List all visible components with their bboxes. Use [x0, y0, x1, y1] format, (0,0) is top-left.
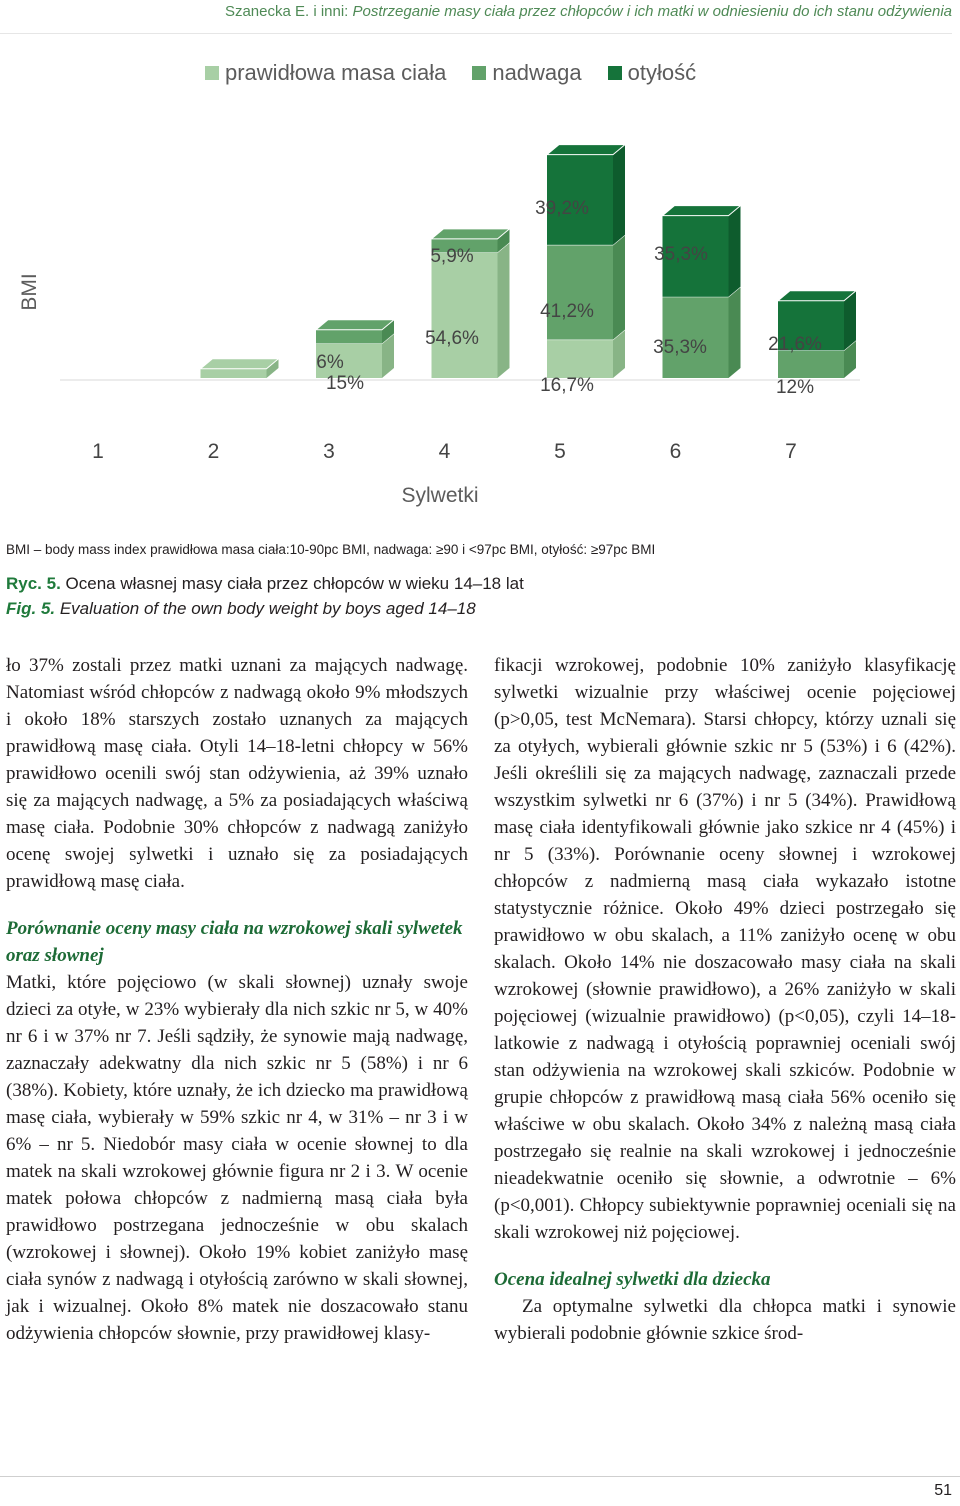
- x-tick-4: 4: [438, 440, 451, 463]
- bar-3-1: [316, 330, 382, 344]
- data-label-3-1: 6%: [316, 352, 344, 373]
- bar-chart: [0, 34, 960, 464]
- bar-top-3-1: [316, 320, 394, 330]
- legend-label-normal: prawidłowa masa ciała: [225, 60, 447, 85]
- bar-top-4-1: [432, 229, 510, 239]
- running-head-authors: Szanecka E. i inni:: [224, 3, 353, 20]
- running-head: [0, 0, 952, 34]
- data-label-4-0: 54,6%: [425, 328, 479, 349]
- x-tick-6: 6: [669, 440, 682, 463]
- data-label-6-1: 35,3%: [654, 244, 708, 265]
- bar-5-1: [547, 245, 613, 340]
- x-tick-3: 3: [323, 440, 335, 463]
- data-label-6-0: 35,3%: [653, 337, 707, 358]
- y-axis-label: BMI: [18, 273, 41, 311]
- bar-top-2-0: [201, 359, 279, 369]
- bar-4-0: [432, 252, 498, 378]
- running-head-title: Postrzeganie masy ciała przez chłopców i ich matki w odniesieniu do ich stanu odżywienia: [352, 3, 952, 20]
- bar-top-5-2: [547, 145, 625, 155]
- right-column: [494, 652, 956, 1347]
- left-column: [6, 652, 468, 1347]
- x-axis-label: Sylwetki: [401, 484, 479, 507]
- footer-rule: [0, 1476, 960, 1477]
- caption-pl-text: Ocena własnej masy ciała przez chłopców w wieku 14–18 lat: [60, 574, 524, 593]
- page-number: 51: [934, 1482, 952, 1499]
- data-label-7-1: 21,6%: [768, 334, 822, 355]
- bar-top-6-2: [663, 206, 741, 216]
- figure-note: BMI – body mass index prawidłowa masa ciała:10-90pc BMI, nadwaga: ≥90 i <97pc BMI, otyłość: ≥97pc BMI: [6, 542, 656, 557]
- left-paragraph-2: Matki, które pojęciowo (w skali słownej) uznały swoje dzieci za otyłe, w 23% wybierały dla nich szkic nr 5, w 40% nr 6 i w 37% nr 7. Jeśli sądziły, że synowie mają nadwagę, zaznaczały adekwatny dla nich szkic nr 5 (58%) i nr 6 (38%). Kobiety, które uznały, że ich dziecko ma prawidłową masę ciała, wybierały w 59% szkic nr 4, w 31% – nr 3 i w 6% – nr 5. Niedobór masy ciała w ocenie słownej to dla matek na skali wzrokowej głównie figura nr 2 i 3. W ocenie matek połowa chłopców z nadmierną masą ciała była prawidłowo postrzegana jednocześnie w obu skalach (wzrokowej i słownej). Około 19% kobiet zaniżyło masę ciała synów z nadwagą i otyłością zarówno w skali słownej, jak i wizualnej. Około 8% matek nie doszacowało stanu odżywienia chłopców słownie, przy prawidłowej klasy-: [6, 972, 468, 1344]
- legend-label-obesity: otyłość: [627, 60, 697, 85]
- data-label-5-2: 39,2%: [535, 198, 589, 219]
- data-label-5-0: 16,7%: [540, 375, 594, 396]
- x-tick-5: 5: [554, 440, 566, 463]
- bar-side-5-1: [613, 235, 625, 340]
- figure-caption-en: [6, 599, 476, 619]
- caption-en-text: Evaluation of the own body weight by boys aged 14–18: [55, 599, 476, 618]
- bar-5-0: [547, 340, 613, 378]
- x-tick-1: 1: [92, 440, 104, 463]
- bar-2-0: [201, 369, 267, 378]
- data-label-3-0: 15%: [325, 373, 365, 394]
- bar-side-5-2: [613, 145, 625, 245]
- data-label-5-1: 41,2%: [540, 301, 594, 322]
- x-tick-2: 2: [207, 440, 220, 463]
- right-paragraph-2: Za optymalne sylwetki dla chłopca matki i synowie wybierali podobnie głównie szkice środ-: [494, 1296, 956, 1344]
- caption-en-label: Fig. 5.: [6, 599, 56, 618]
- data-label-7-0: 12%: [775, 377, 815, 398]
- right-subheading: Ocena idealnej sylwetki dla dziecka: [494, 1269, 771, 1290]
- caption-pl-label: Ryc. 5.: [6, 574, 61, 593]
- x-tick-7: 7: [785, 440, 797, 463]
- figure-caption-pl: [6, 574, 524, 594]
- data-label-4-1: 5,9%: [430, 246, 474, 267]
- left-paragraph-1: ło 37% zostali przez matki uznani za mających nadwagę. Natomiast wśród chłopców z nadwagą około 9% młodszych i około 18% starszych zostało uznanych za mających prawidłową masę ciała. Otyli 14–18-letni chłopcy w 56% prawidłowo ocenili swój stan odżywienia, aż 39% uznało się za mających nadwagę, a 5% za posiadających właściwą masę ciała. Podobnie 30% chłopców z nadwagą zaniżyło ocenę swojej sylwetki i uznało się za posiadających prawidłową masę ciała.: [6, 655, 468, 892]
- bar-top-7-2: [778, 291, 856, 301]
- left-subheading: Porównanie oceny masy ciała na wzrokowej skali sylwetek oraz słownej: [6, 918, 463, 966]
- bar-side-6-2: [729, 206, 741, 297]
- bar-side-6-1: [729, 287, 741, 378]
- right-paragraph-1: fikacji wzrokowej, podobnie 10% zaniżyło klasyfikację sylwetki wizualnie przy właściwej ocenie pojęciowej (p>0,05, test McNemara). Starsi chłopcy, którzy uznali się za otyłych, wybierali głównie szkic nr 5 (53%) i 6 (42%). Jeśli określili się za mających nadwagę, zaznaczali przede wszystkim sylwetki nr 6 (37%) i nr 5 (34%). Prawidłową masę ciała identyfikowali głównie jako szkice nr 4 (45%) i nr 5 (33%). Porównanie oceny słownej i wzrokowej chłopców z nadmierną masą ciała wykazało istotne statystycznie różnice. Około 49% dzieci postrzegało się prawidłowo w obu skalach, a 11% zaniżyło ocenę w obu skalach. Około 14% nie doszacowało masy ciała na skali wzrokowej (słownie prawidłowo), a 26% zaniżyło w skali pojęciowej (wizualnie prawidłowo) (p<0,05), czyli 14–18-latkowie z nadwagą i otyłością poprawniej oceniali swój stan odżywienia na wzrokowej skali szkiców. Podobnie w grupie chłopców z prawidłową masą ciała 56% oceniło się właściwe w obu skalach. Około 34% z należną masą ciała postrzegało się realnie na skali wzrokowej i jednocześnie nieadekwatnie oceniło się słownie, a odwrotnie – 6% (p<0,001). Chłopcy subiektywnie poprawniej oceniali się na skali wzrokowej niż pojęciowej.: [494, 655, 956, 1243]
- bar-side-4-0: [498, 242, 510, 378]
- legend-label-overweight: nadwaga: [492, 60, 582, 85]
